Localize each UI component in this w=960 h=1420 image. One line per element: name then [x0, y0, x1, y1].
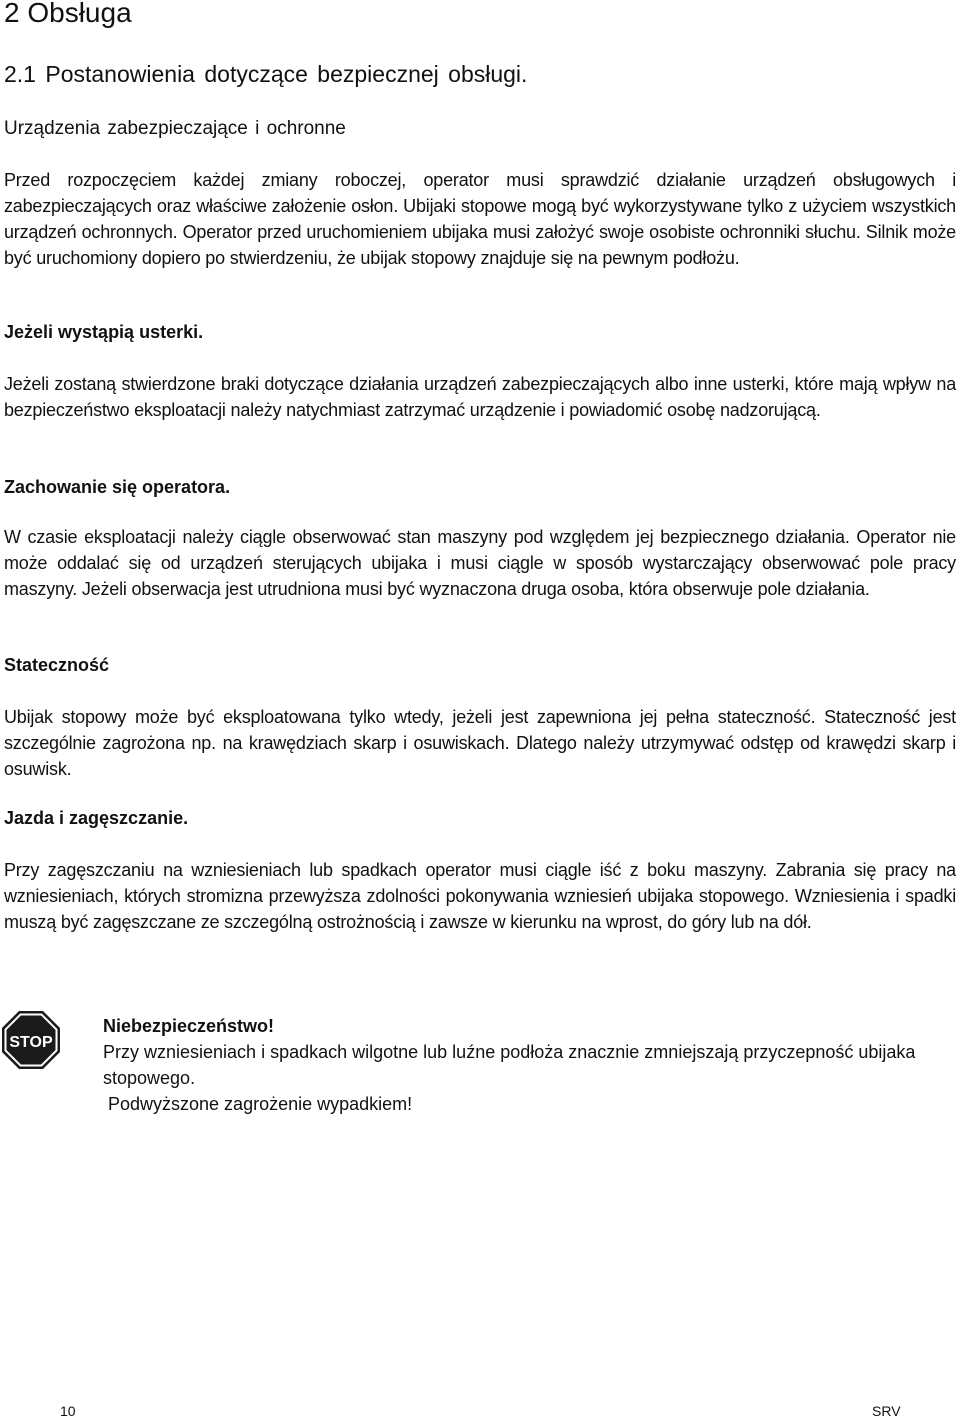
paragraph-stability: Ubijak stopowy może być eksploatowana tylko wtedy, jeżeli jest zapewniona jej pełna stateczność. Stateczność jest szczególnie zagrożona np. na krawędziach skarp i osuwiskach. Dlatego należy utrzymywać odstęp od krawędzi skarp i osuwisk. — [4, 707, 956, 779]
heading-driving: Jazda i zagęszczanie. — [4, 808, 189, 828]
heading-faults: Jeżeli wystąpią usterki. — [4, 322, 204, 342]
paragraph-safety-devices: Przed rozpoczęciem każdej zmiany roboczej, operator musi sprawdzić działanie urządzeń obsługowych i zabezpieczających oraz właściwe założenie osłon. Ubijaki stopowe mogą być wykorzystywane tylko z użyciem wszystkich urządzeń ochronnych. Operator przed uruchomieniem ubijaka musi założyć swoje osobiste ochronniki słuchu. Silnik może być uruchomiony dopiero po stwierdzeniu, że ubijak stopowy znajduje się na pewnym podłożu. — [4, 170, 956, 268]
warning-title: Niebezpieczeństwo! — [103, 1016, 275, 1036]
warning-text: Przy wzniesieniach i spadkach wilgotne lub luźne podłoża znacznie zmniejszają przyczepność ubijaka stopowego. — [103, 1042, 916, 1088]
heading-stability: Stateczność — [4, 655, 110, 675]
stop-sign-icon — [1, 1010, 61, 1070]
section-title: 2.1 Postanowienia dotyczące bezpiecznej obsługi. — [4, 61, 528, 87]
document-code: SRV — [872, 1403, 901, 1419]
warning-block — [103, 1013, 958, 1117]
page-number: 10 — [60, 1403, 76, 1419]
stop-sign-label: STOP — [9, 1034, 53, 1051]
subsection-title: Urządzenia zabezpieczające i ochronne — [4, 118, 346, 139]
warning-emphasis: Podwyższone zagrożenie wypadkiem! — [103, 1094, 413, 1114]
paragraph-faults: Jeżeli zostaną stwierdzone braki dotyczące działania urządzeń zabezpieczających albo inne usterki, które mają wpływ na bezpieczeństwo eksploatacji należy natychmiast zatrzymać urządzenie i powiadomić osobę nadzorującą. — [4, 374, 956, 420]
paragraph-driving: Przy zagęszczaniu na wzniesieniach lub spadkach operator musi ciągle iść z boku maszyny. Zabrania się pracy na wzniesieniach, których stromizna przewyższa zdolności pokonywania wzniesień ubijaka stopowego. Wzniesienia i spadki muszą być zagęszczane ze szczególną ostrożnością i zawsze w kierunku na wprost, do góry lub na dół. — [4, 860, 956, 932]
chapter-title: 2 Obsługa — [4, 0, 132, 28]
heading-operator: Zachowanie się operatora. — [4, 477, 231, 497]
paragraph-operator: W czasie eksploatacji należy ciągle obserwować stan maszyny pod względem jej bezpiecznego działania. Operator nie może oddalać się od urządzeń sterujących ubijaka i musi ciągle w sposób wystarczający obserwować pole pracy maszyny. Jeżeli obserwacja jest utrudniona musi być wyznaczona druga osoba, która obserwuje pole działania. — [4, 527, 956, 599]
